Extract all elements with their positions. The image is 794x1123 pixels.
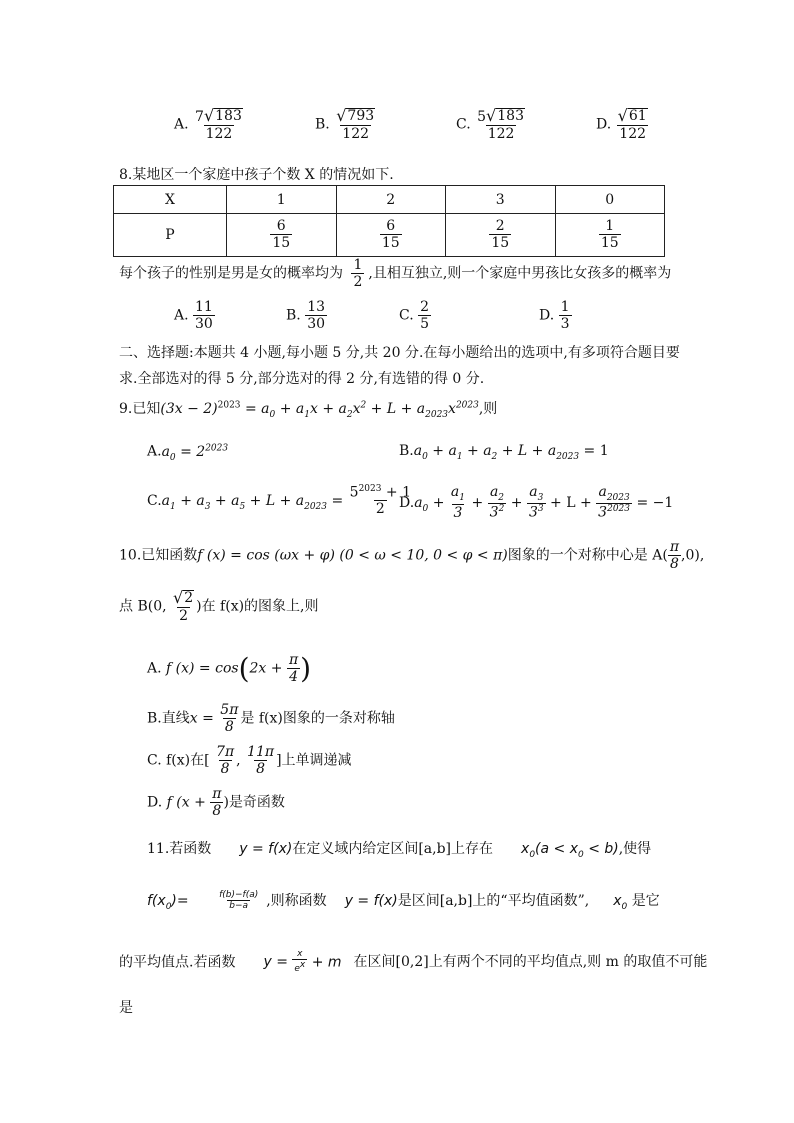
q10-stem: 10.已知函数f (x) = cos (ωx + φ) (0 < ω < 10, 0 < φ < π)图象的一个对称中心是 A( $\frac{\pi}{8}$ ,0), [119,539,705,572]
q9-option-a: $A.a_0 = 2^{2023}$ [147,443,229,463]
table-cell: $\frac{6}{15}$ [227,214,337,257]
table-row [114,186,665,214]
q9-option-c: $C.a_1 + a_3 + a_5 + L + a_{2023}$ = $\frac{5^{2023} + 1}{2}$ [147,484,412,518]
q11-line2: $f(x_0)=$ $\frac{f(b)-f(a)}{b-a}$ ,则称函数 y = f(x)是区间[a,b]上的“平均值函数”, $x_0$ 是它 [147,889,660,912]
q10-point-b: 点 B(0, √ 2 2 )在 f(x)的图象上,则 [119,588,319,624]
q10-option-c: C. f(x)在[ $\frac{7\pi}{8}$ , $\frac{11\pi}{8}$ ]上单调递减 [147,744,352,777]
section-header-line1: 二、选择题:本题共 4 小题,每小题 5 分,共 20 分.在每小题给出的选项中,有多项符合题目要 [119,345,680,361]
q10-option-d: D. f (x + $\frac{\pi}{8}$ )是奇函数 [147,786,285,819]
q9-option-b: $B.a_0 + a_1 + a_2 + L + a_{2023} = 1$ [399,443,609,462]
table-cell: $\frac{1}{15}$ [555,214,665,257]
q8-option-a: A. $\frac{11}{30}$ [174,299,213,332]
table-cell: 1 [227,186,337,214]
section-header-line2: 求.全部选对的得 5 分,部分选对的得 2 分,有选错的得 0 分. [119,371,485,387]
q9-stem: 9.已知$(3x - 2)^{2023} = a_0 + a_1x + a_2x^2 + L + a_{2023}x^{2023}$,则 [119,400,498,420]
table-cell: 2 [336,186,446,214]
q11-line3: 的平均值点.若函数 y = $\frac{x}{e^x}$ + m 在区间[0,2]上有两个不同的平均值点,则 m 的取值不可能 [119,949,708,975]
q7-option-b: B. √ 793 122 [315,106,375,142]
q8-question: 每个孩子的性别是男是女的概率均为 $\frac{1}{2}$ ,且相互独立,则一个家庭中男孩比女孩多的概率为 [119,257,672,290]
table-cell: 0 [555,186,665,214]
table-cell: P [114,214,227,257]
q7-option-a: A. 7 √ 183 122 [174,106,242,142]
q10-option-a: A. f (x) = cos(2x + $\frac{\pi}{4}$ ) [147,651,312,685]
q11-line4: 是 [119,1000,133,1016]
q8-stem: 8.某地区一个家庭中孩子个数 X 的情况如下. [119,167,394,183]
q8-option-c: C. $\frac{2}{5}$ [399,299,430,332]
q7-option-c: C. 5 √ 183 122 [456,106,524,142]
table-cell: $\frac{2}{15}$ [446,214,556,257]
table-cell: X [114,186,227,214]
table-cell: 3 [446,186,556,214]
table-row [114,214,665,257]
q8-option-b: B. $\frac{13}{30}$ [286,299,326,332]
table-cell: $\frac{6}{15}$ [336,214,446,257]
q9-option-d: $D.a_0$ + $\frac{a_1}{3}$ + $\frac{a_2}{3^2}$ + $\frac{a_3}{3^3}$ + L + $\frac{a_{2023}}{3^{2023}}$ = −1 [399,484,674,521]
q10-option-b: B.直线x = $\frac{5\pi}{8}$ 是 f(x)图象的一条对称轴 [147,702,395,735]
q11-line1: 11.若函数 y = f(x)在定义域内给定区间[a,b]上存在 $x_0(a < x_0 < b)$,使得 [147,841,652,860]
probability-table [113,185,665,257]
q8-option-d: D. $\frac{1}{3}$ [539,299,570,332]
q7-option-d: D. √ 61 122 [596,106,647,142]
